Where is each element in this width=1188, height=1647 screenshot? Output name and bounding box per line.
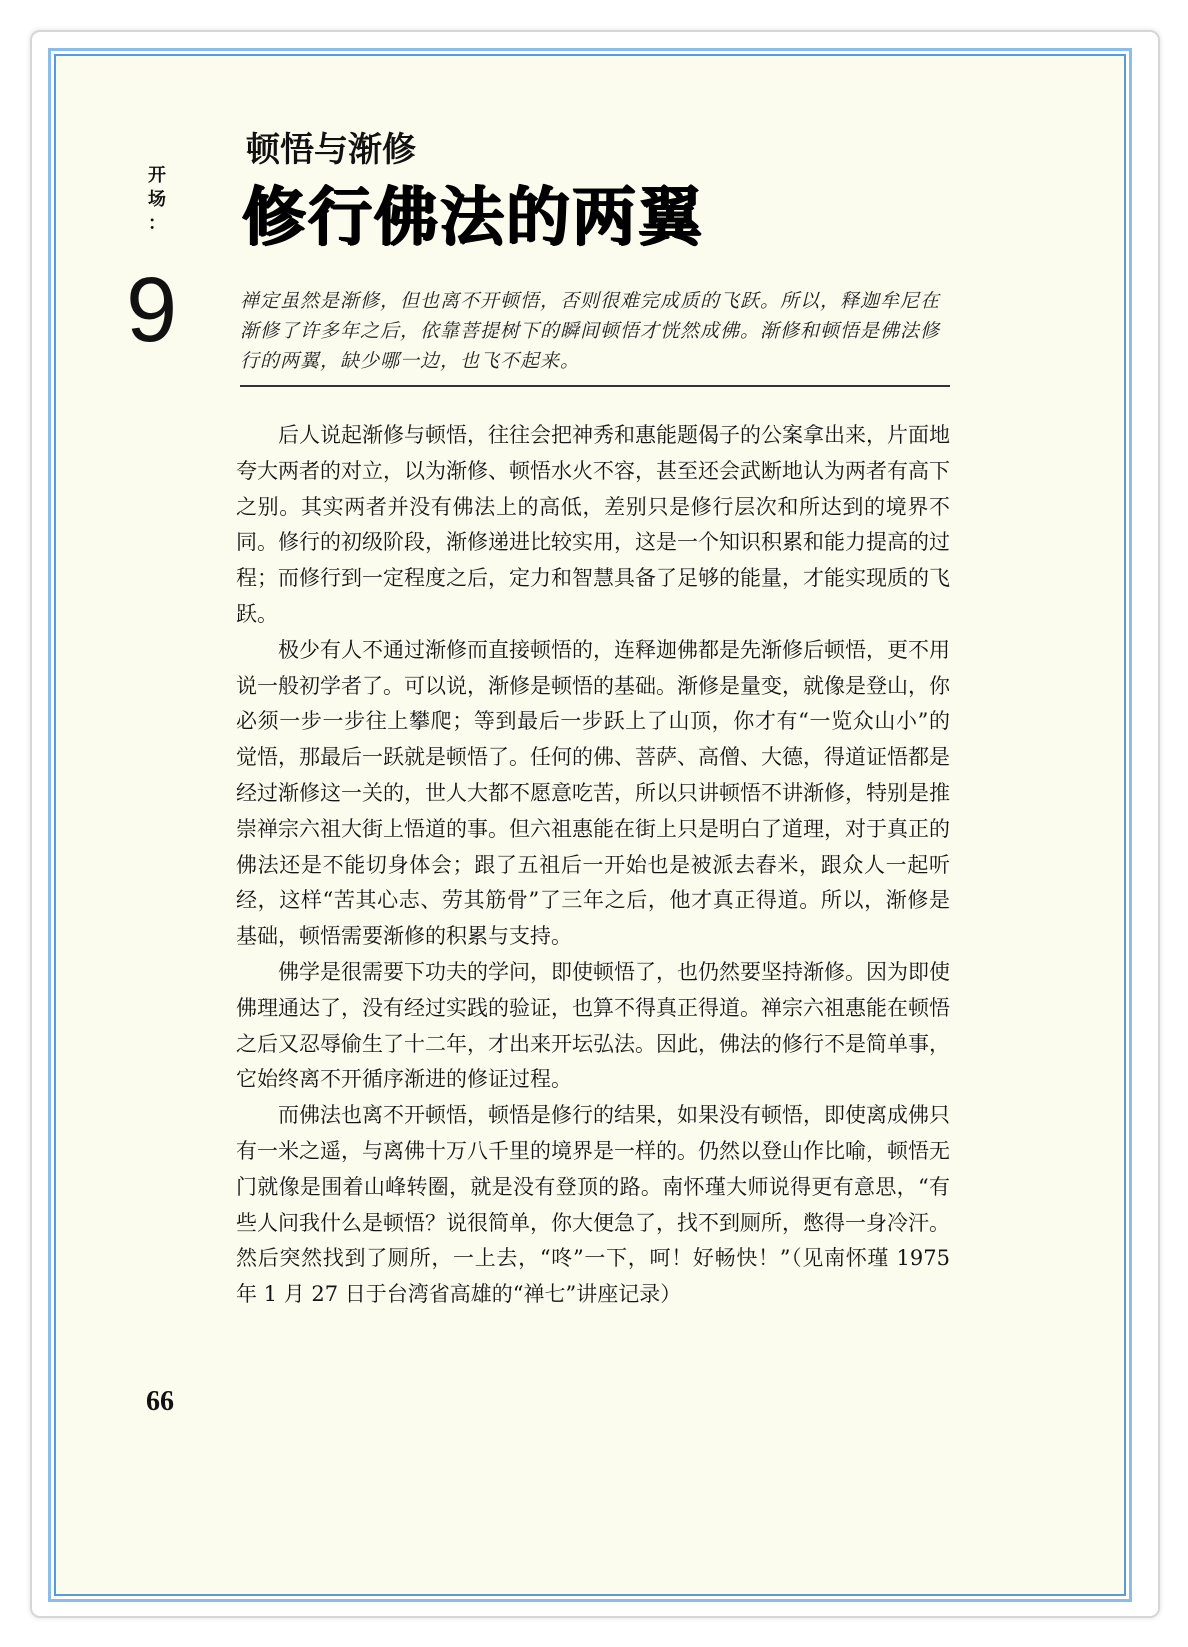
section-side-label	[144, 164, 170, 236]
page-number: 66	[146, 1386, 174, 1417]
abstract-divider	[240, 385, 950, 387]
body-paragraph-3: 佛学是很需要下功夫的学问，即使顿悟了，也仍然要坚持渐修。因为即使佛理通达了，没有经过实践的验证，也算不得真正得道。禅宗六祖惠能在顿悟之后又忍辱偷生了十二年，才出来开坛弘法。因此，佛法的修行不是简单事，它始终离不开循序渐进的修证过程。	[236, 959, 950, 1092]
body-paragraph-2: 极少有人不通过渐修而直接顿悟的，连释迦佛都是先渐修后顿悟，更不用说一般初学者了。可以说，渐修是顿悟的基础。渐修是量变，就像是登山，你必须一步一步往上攀爬；等到最后一步跃上了山顶，你才有“一览众山小”的觉悟，那最后一跃就是顿悟了。任何的佛、菩萨、高僧、大德，得道证悟都是经过渐修这一关的，世人大都不愿意吃苦，所以只讲顿悟不讲渐修，特别是推崇禅宗六祖大街上悟道的事。但六祖惠能在街上只是明白了道理，对于真正的佛法还是不能切身体会；跟了五祖后一开始也是被派去舂米，跟众人一起听经，这样“苦其心志、劳其筋骨”了三年之后，他才真正得道。所以，渐修是基础，顿悟需要渐修的积累与支持。	[236, 637, 950, 949]
article-body	[236, 418, 950, 1313]
chapter-number: 9	[126, 259, 178, 361]
body-paragraph-4: 而佛法也离不开顿悟，顿悟是修行的结果，如果没有顿悟，即使离成佛只有一米之遥，与离佛十万八千里的境界是一样的。仍然以登山作比喻，顿悟无门就像是围着山峰转圈，就是没有登顶的路。南怀瑾大师说得更有意思，“有些人问我什么是顿悟？说很简单，你大便急了，找不到厕所，憋得一身冷汗。然后突然找到了厕所，一上去，“咚”一下，呵！好畅快！”（见南怀瑾 1975 年 1 月 27 日于台湾省高雄的“禅七”讲座记录）	[236, 1103, 950, 1307]
body-paragraph-1: 后人说起渐修与顿悟，往往会把神秀和惠能题偈子的公案拿出来，片面地夸大两者的对立，以为渐修、顿悟水火不容，甚至还会武断地认为两者有高下之别。其实两者并没有佛法上的高低，差别只是修行层次和所达到的境界不同。修行的初级阶段，渐修递进比较实用，这是一个知识积累和能力提高的过程；而修行到一定程度之后，定力和智慧具备了足够的能量，才能实现质的飞跃。	[236, 423, 950, 626]
article-title: 修行佛法的两翼	[242, 181, 704, 255]
article-subtitle: 顿悟与渐修	[246, 130, 416, 170]
side-label-char-3: ：	[148, 213, 166, 234]
article-abstract: 禅定虽然是渐修，但也离不开顿悟，否则很难完成质的飞跃。所以，释迦牟尼在渐修了许多年之后，依靠菩提树下的瞬间顿悟才恍然成佛。渐修和顿悟是佛法修行的两翼，缺少哪一边，也飞不起来。	[240, 290, 941, 372]
side-label-char-2: 场	[148, 189, 166, 210]
side-label-char-1: 开	[148, 165, 166, 186]
